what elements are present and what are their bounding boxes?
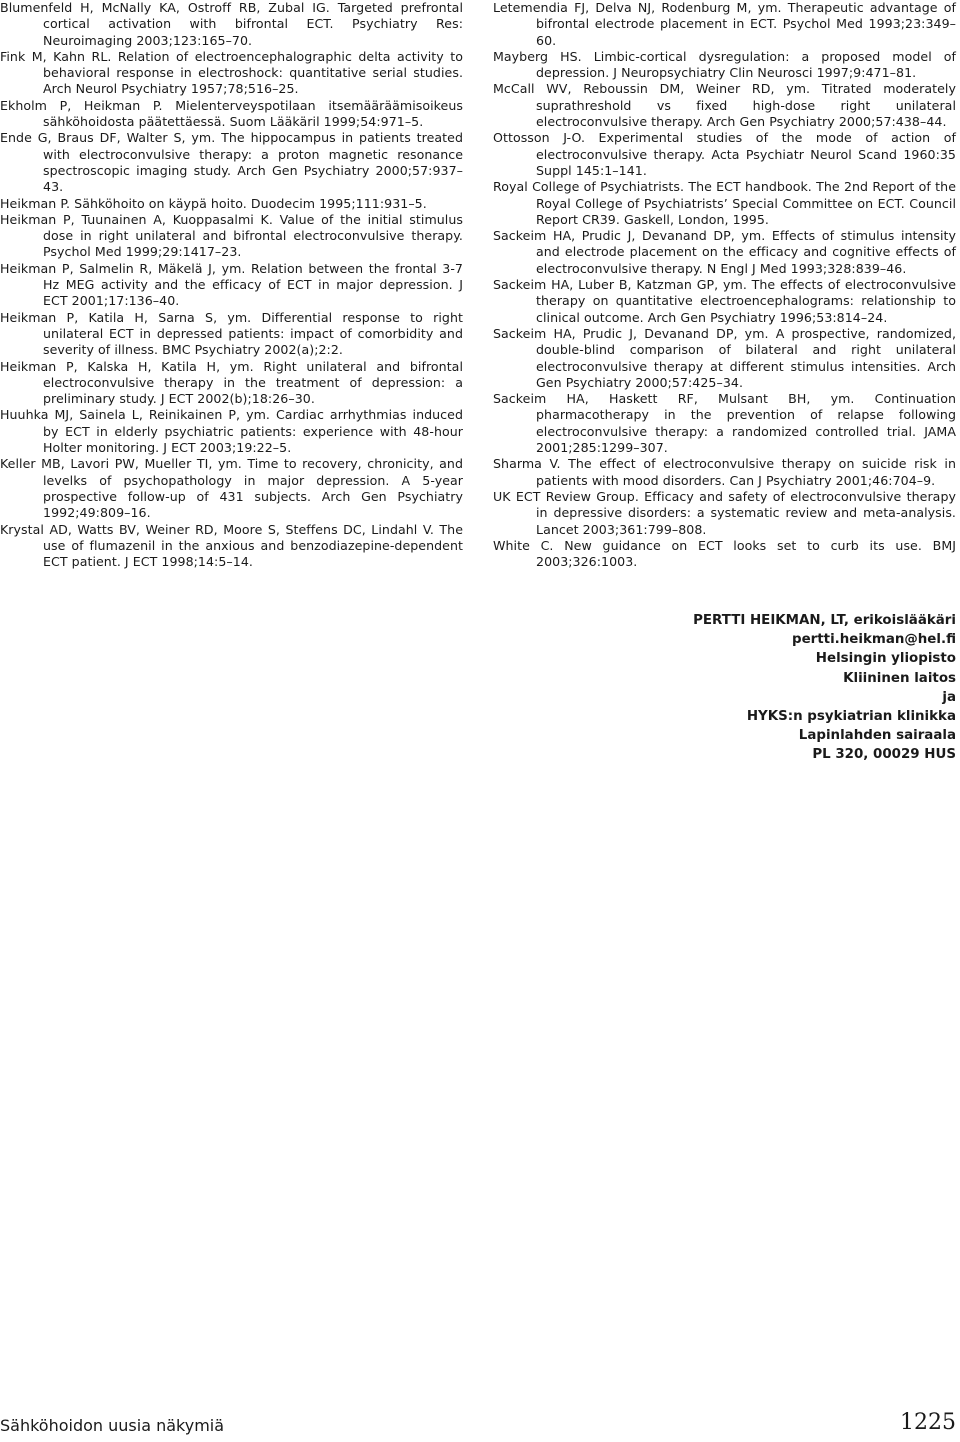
author-conjunction: ja [942, 689, 956, 705]
reference-item: McCall WV, Reboussin DM, Weiner RD, ym. Titrated moderately suprathreshold vs fixed high-dose right unilateral electroconvulsive therapy. Arch Gen Psychiatry 2000;57:438–44. [493, 81, 956, 130]
reference-item: Heikman P. Sähköhoito on käypä hoito. Duodecim 1995;111:931–5. [0, 195, 427, 211]
reference-item: Royal College of Psychiatrists. The ECT handbook. The 2nd Report of the Royal College of Psychiatrists’ Special Committee on ECT. Council Report CR39. Gaskell, London, 1995. [493, 179, 956, 227]
reference-item: Fink M, Kahn RL. Relation of electroencephalographic delta activity to behavioral response in electroshock: quantitative serial studies. Arch Neurol Psychiatry 1957;78;516–25. [0, 48, 463, 97]
author-info [693, 611, 956, 765]
author-email[interactable]: pertti.heikman@hel.fi [792, 632, 956, 648]
running-title: Sähköhoidon uusia näkymiä [0, 1416, 225, 1435]
reference-item: Blumenfeld H, McNally KA, Ostroff RB, Zubal IG. Targeted prefrontal cortical activation with bifrontal ECT. Psychiatry Res: Neuroimaging 2003;123:165–70. [0, 0, 463, 48]
reference-item: Huuhka MJ, Sainela L, Reinikainen P, ym. Cardiac arrhythmias induced by ECT in elderly psychiatric patients: experience with 48-hour Holter monitoring. J ECT 2003;19:22–5. [0, 407, 463, 456]
reference-item: Sackeim HA, Prudic J, Devanand DP, ym. A prospective, randomized, double-blind comparison of bilateral and right unilateral electroconvulsive therapy at different stimulus intensities. Arch Gen Psychiatry 2000;57:425–34. [493, 325, 956, 390]
references-left-column [0, 0, 463, 570]
reference-item: Heikman P, Kalska H, Katila H, ym. Right unilateral and bifrontal electroconvulsive therapy in the treatment of depression: a preliminary study. J ECT 2002(b);18:26–30. [0, 358, 463, 407]
reference-item: Heikman P, Katila H, Sarna S, ym. Differential response to right unilateral ECT in depressed patients: impact of comorbidity and severity of illness. BMC Psychiatry 2002(a);2:2. [0, 309, 463, 358]
author-affiliation: Kliininen laitos [843, 670, 956, 686]
author-affiliation: HYKS:n psykiatrian klinikka [746, 709, 956, 725]
author-affiliation: Lapinlahden sairaala [798, 728, 956, 744]
reference-item: Ende G, Braus DF, Walter S, ym. The hippocampus in patients treated with electroconvulsive therapy: a proton magnetic resonance spectroscopic imaging study. Arch Gen Psychiatry 2000;57:937–43. [0, 130, 463, 195]
reference-item: Sackeim HA, Luber B, Katzman GP, ym. The effects of electroconvulsive therapy on quantitative electroencephalograms: relationship to clinical outcome. Arch Gen Psychiatry 1996;53:814–24. [493, 277, 956, 325]
page-number: 1225 [900, 1410, 956, 1435]
author-affiliation: Helsingin yliopisto [815, 651, 956, 667]
reference-item: White C. New guidance on ECT looks set to curb its use. BMJ 2003;326:1003. [493, 537, 956, 570]
references-right-column [493, 0, 956, 570]
author-name: PERTTI HEIKMAN, LT, erikoislääkäri [693, 613, 956, 628]
reference-item: Krystal AD, Watts BV, Weiner RD, Moore S, Steffens DC, Lindahl V. The use of flumazenil in the anxious and benzodiazepine-dependent ECT patient. J ECT 1998;14:5–14. [0, 521, 463, 570]
author-address: PL 320, 00029 HUS [812, 747, 956, 763]
reference-item: UK ECT Review Group. Efficacy and safety of electroconvulsive therapy in depressive disorders: a systematic review and meta-analysis. Lancet 2003;361:799–808. [493, 488, 956, 537]
reference-item: Ekholm P, Heikman P. Mielenterveyspotilaan itsemääräämisoikeus sähköhoidosta päätettäessä. Suom Lääkäril 1999;54:971–5. [0, 97, 463, 130]
reference-item: Keller MB, Lavori PW, Mueller TI, ym. Time to recovery, chronicity, and levelks of psychopathology in major depression. A 5-year prospective follow-up of 431 subjects. Arch Gen Psychiatry 1992;49:809–16. [0, 456, 463, 521]
reference-item: Heikman P, Tuunainen A, Kuoppasalmi K. Value of the initial stimulus dose in right unilateral and bifrontal electroconvulsive therapy. Psychol Med 1999;29:1417–23. [0, 211, 463, 260]
reference-item: Heikman P, Salmelin R, Mäkelä J, ym. Relation between the frontal 3-7 Hz MEG activity and the efficacy of ECT in major depression. J ECT 2001;17:136–40. [0, 260, 463, 309]
reference-item: Sharma V. The effect of electroconvulsive therapy on suicide risk in patients with mood disorders. Can J Psychiatry 2001;46:704–9. [493, 456, 956, 488]
reference-item: Ottosson J-O. Experimental studies of the mode of action of electroconvulsive therapy. Acta Psychiatr Neurol Scand 1960:35 Suppl 145:1–141. [493, 130, 956, 178]
reference-item: Letemendia FJ, Delva NJ, Rodenburg M, ym. Therapeutic advantage of bifrontal electrode placement in ECT. Psychol Med 1993;23:349–60. [493, 0, 956, 48]
reference-item: Mayberg HS. Limbic-cortical dysregulation: a proposed model of depression. J Neuropsychiatry Clin Neurosci 1997;9:471–81. [493, 48, 956, 81]
reference-item: Sackeim HA, Haskett RF, Mulsant BH, ym. Continuation pharmacotherapy in the prevention of relapse following electroconvulsive therapy: a randomized controlled trial. JAMA 2001;285:1299–307. [493, 391, 956, 456]
reference-item: Sackeim HA, Prudic J, Devanand DP, ym. Effects of stimulus intensity and electrode placement on the efficacy and cognitive effects of electroconvulsive therapy. N Engl J Med 1993;328:839–46. [493, 228, 956, 276]
